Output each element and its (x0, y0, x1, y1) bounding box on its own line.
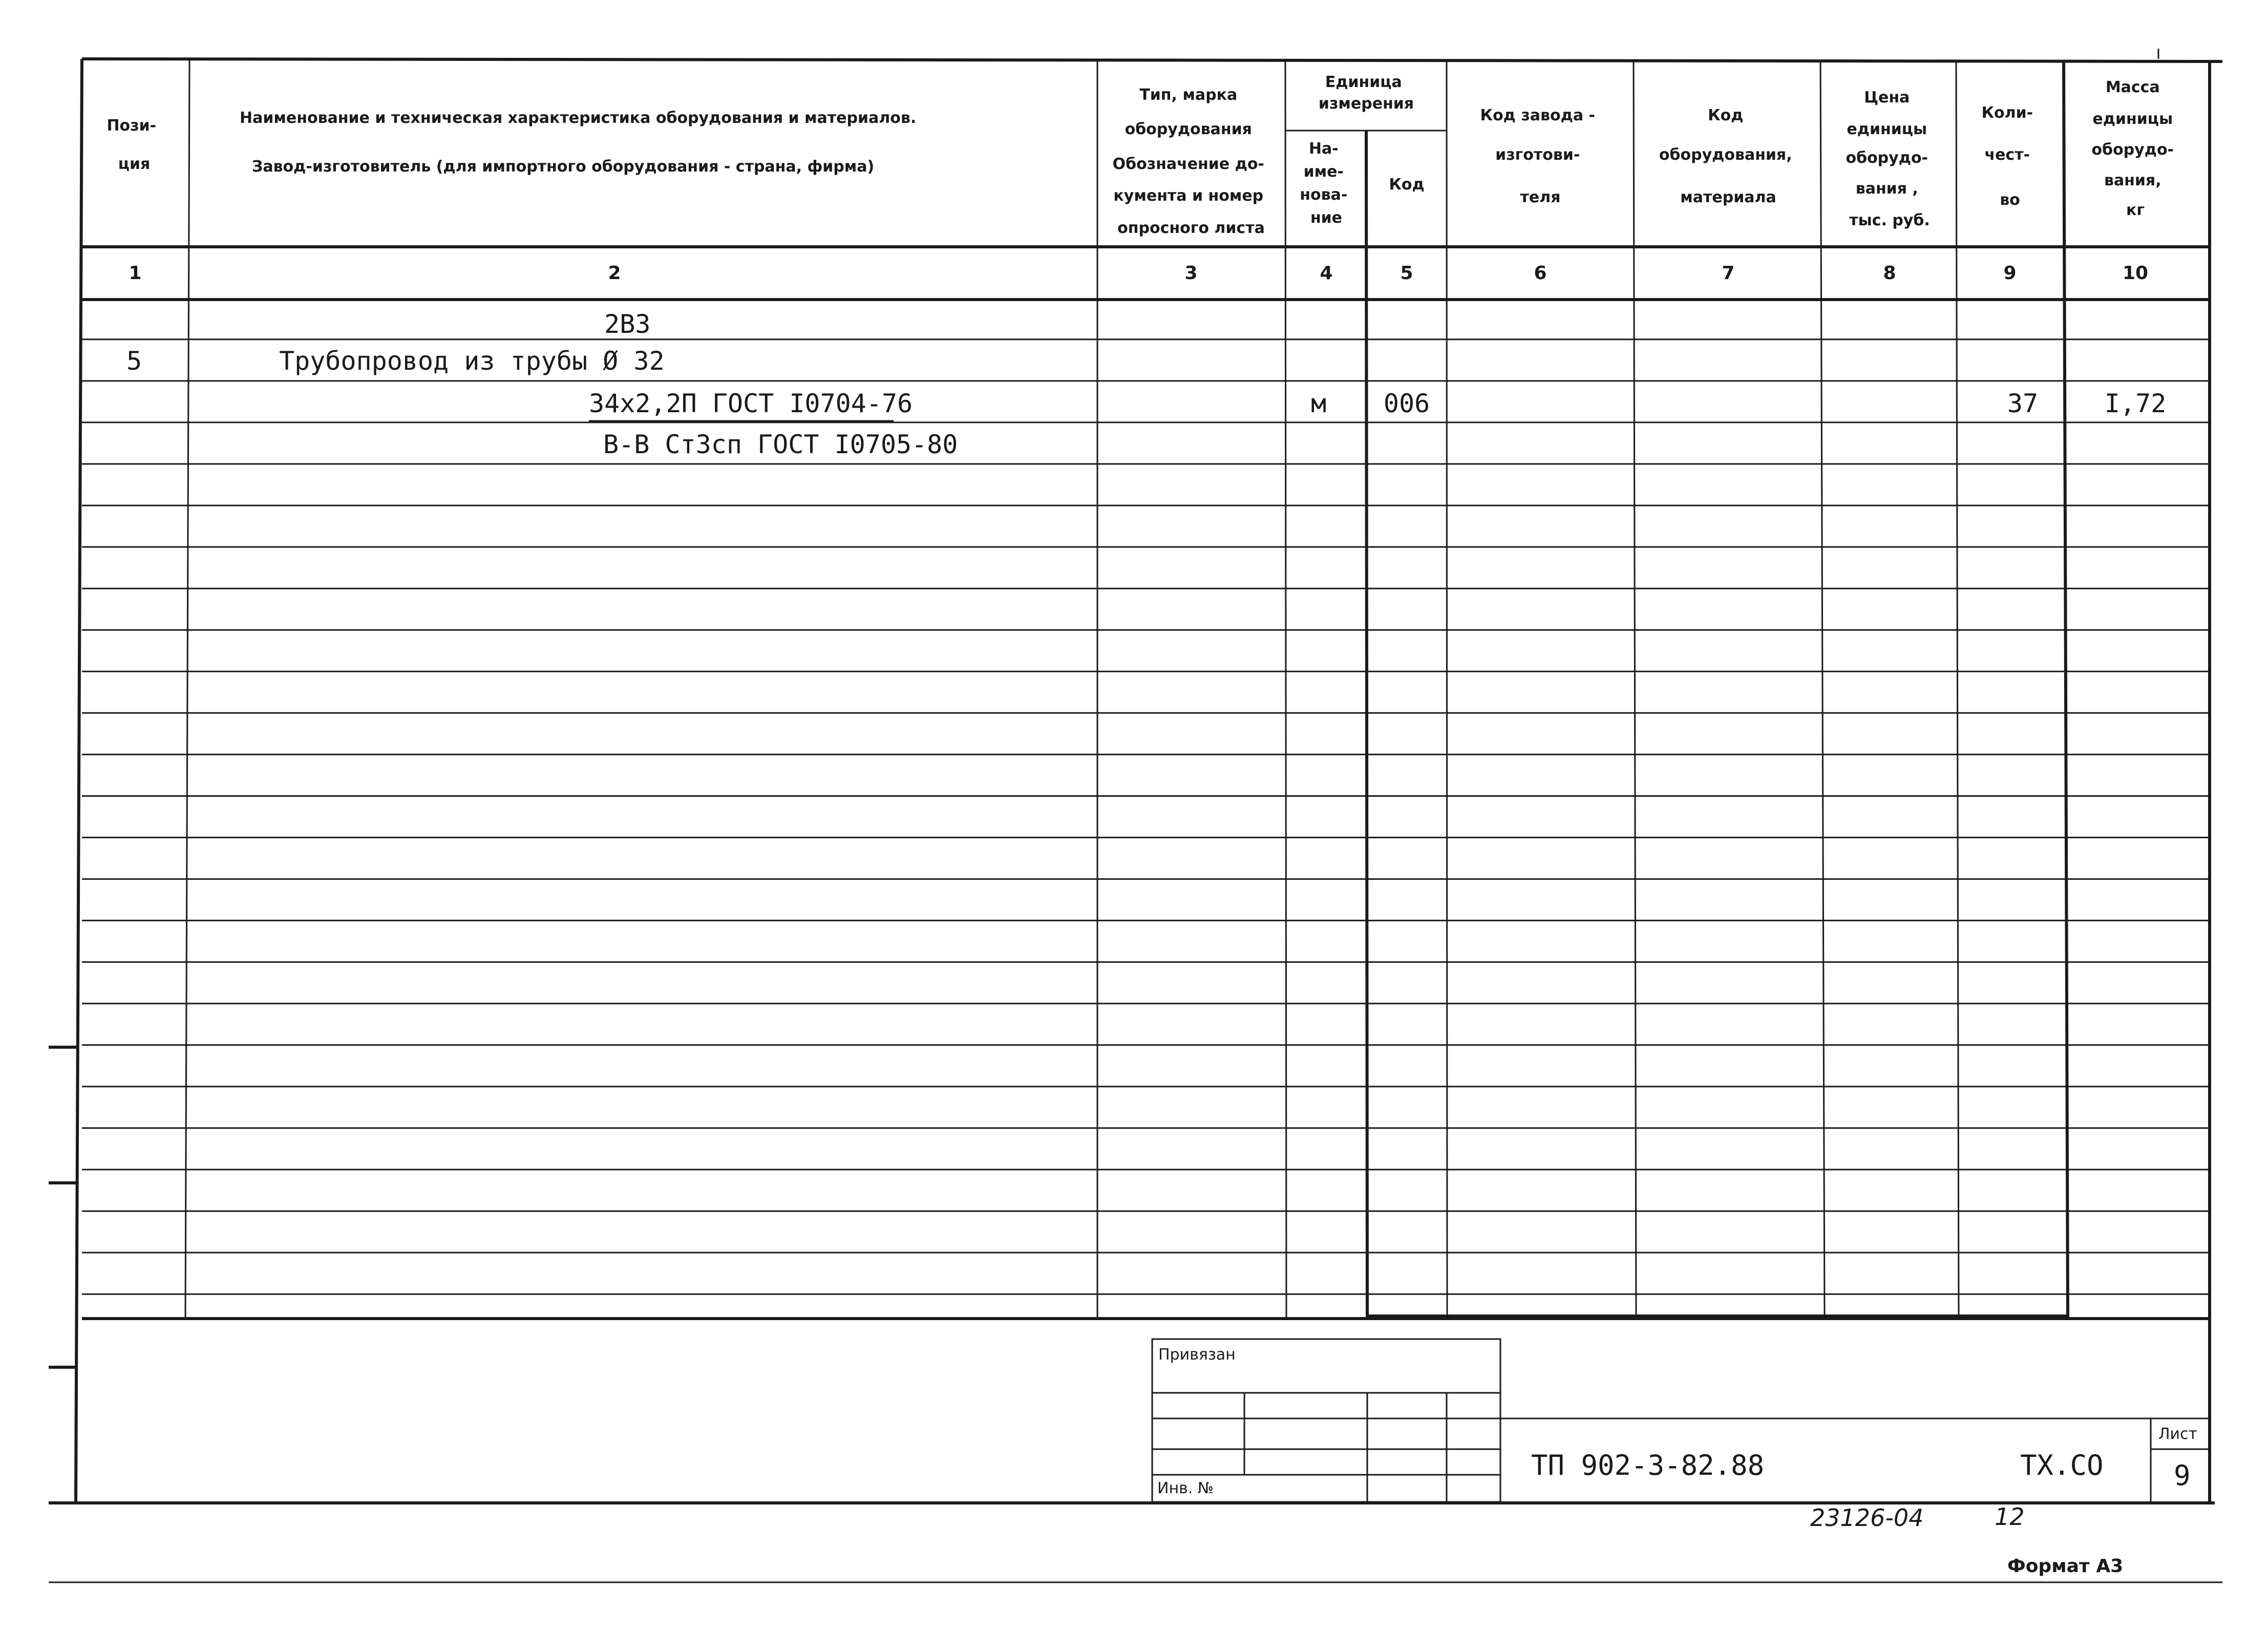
row-quantity: 37 (2007, 389, 2039, 418)
row-name: Трубопровод из трубы Ø 32 (279, 346, 665, 376)
header-unit-code: Код (1389, 176, 1425, 194)
header-quantity: Коли- чест- во (1981, 104, 2033, 209)
attached-label: Привязан (1158, 1346, 1236, 1364)
row-unit-code: 006 (1383, 389, 1430, 418)
row-unit: м (1311, 389, 1327, 418)
sheet-label: Лист (2158, 1425, 2198, 1443)
row-mass: I,72 (2104, 389, 2167, 418)
document-section: ТХ.СО (2020, 1449, 2104, 1481)
header-position: Пози- ция (107, 117, 157, 173)
row-position: 5 (126, 346, 142, 376)
inventory-number-label: Инв. № (1157, 1479, 1214, 1497)
header-mass: Масса единицы оборудо- вания, кг (2091, 78, 2174, 219)
header-unit-group: Единица измерения (1318, 73, 1414, 113)
column-number: 10 (2122, 263, 2149, 284)
column-number: 1 (129, 263, 142, 284)
header-equipment-code: Код оборудования, материала (1659, 107, 1792, 206)
column-number: 6 (1534, 263, 1547, 284)
sheet-number: 9 (2174, 1459, 2191, 1492)
column-number-row (129, 263, 2148, 284)
row-lines (82, 340, 2210, 1294)
table-header (107, 73, 2179, 237)
row-name: 34x2,2П ГОСТ I0704-76 (589, 389, 913, 418)
document-code: ТП 902-3-82.88 (1531, 1449, 1765, 1481)
row-name: 2В3 (604, 309, 651, 339)
column-number: 4 (1320, 263, 1333, 284)
header-name-line1: Наименование и техническая характеристика оборудования и материалов. (240, 109, 917, 127)
column-number: 9 (2003, 263, 2017, 284)
column-lines (82, 59, 2210, 1319)
column-number: 3 (1184, 263, 1198, 284)
handwritten-number: 23126-04 (1810, 1504, 1924, 1532)
handwritten-sheet: 12 (1995, 1503, 2025, 1531)
header-unit-name: На- име- нова- ние (1300, 140, 1348, 227)
format-label: Формат А3 (2007, 1556, 2124, 1577)
column-number: 7 (1722, 263, 1735, 284)
table-frame (49, 49, 2222, 1582)
row-name: В-В Ст3сп ГОСТ I0705-80 (603, 430, 958, 459)
header-type: Тип, марка оборудования Обозначение до- кумента и номер опросного листа (1112, 86, 1265, 237)
header-plant-code: Код завода - изготови- теля (1480, 107, 1595, 206)
column-number: 2 (608, 263, 621, 284)
title-block (1152, 1339, 2210, 1503)
table-body (126, 309, 2166, 459)
header-name-line2: Завод-изготовитель (для импортного оборудования - страна, фирма) (252, 158, 875, 176)
header-price: Цена единицы оборудо- вания , тыс. руб. (1846, 89, 1930, 229)
column-number: 5 (1400, 263, 1413, 284)
column-number: 8 (1883, 263, 1896, 284)
